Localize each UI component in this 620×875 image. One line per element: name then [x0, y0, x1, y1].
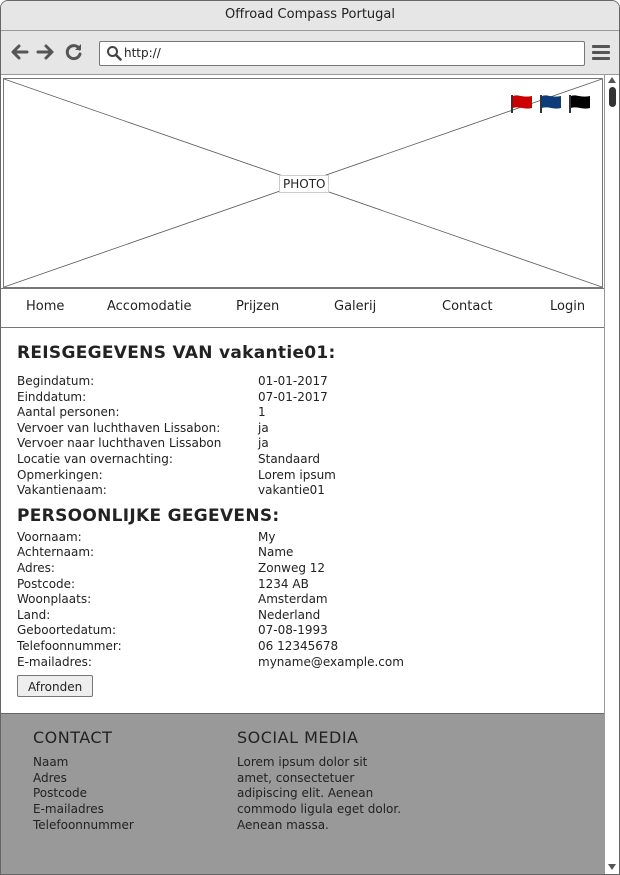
footer-social-line: amet, consectetuer [237, 770, 355, 785]
footer-contact-line: Naam [33, 755, 69, 769]
nav-contact[interactable]: Contact [442, 299, 493, 314]
detail-row [17, 405, 597, 421]
detail-label: Adres: [17, 560, 55, 575]
detail-label: Opmerkingen: [17, 467, 103, 482]
nav-home[interactable]: Home [26, 299, 65, 314]
detail-value: 07-01-2017 [258, 389, 328, 404]
back-arrow-icon[interactable] [10, 42, 30, 62]
detail-label: Einddatum: [17, 389, 87, 404]
detail-value: Standaard [258, 451, 320, 466]
detail-row [17, 623, 597, 639]
detail-row [17, 436, 597, 452]
detail-label: Vakantienaam: [17, 483, 107, 498]
detail-row [17, 452, 597, 468]
url-input[interactable] [124, 44, 574, 61]
detail-row [17, 608, 597, 624]
menu-icon[interactable] [592, 45, 610, 61]
detail-label: Locatie van overnachting: [17, 451, 173, 466]
detail-value: ja [258, 420, 269, 435]
trip-details [17, 374, 597, 499]
detail-row [17, 639, 597, 655]
footer-contact-line: Adres [33, 770, 67, 785]
footer-social-heading: SOCIAL MEDIA [237, 728, 359, 747]
footer-contact [33, 728, 134, 834]
detail-value: 06 12345678 [258, 638, 339, 653]
detail-value: Nederland [258, 607, 321, 622]
detail-label: Telefoonnummer: [17, 638, 122, 653]
detail-label: Geboortedatum: [17, 623, 117, 638]
detail-label: Woonplaats: [17, 592, 92, 607]
personal-heading: PERSOONLIJKE GEGEVENS: [17, 505, 280, 526]
detail-label: Vervoer naar luchthaven Lissabon [17, 436, 222, 451]
footer-social [237, 728, 401, 834]
afronden-button[interactable]: Afronden [17, 675, 93, 697]
photo-label: PHOTO [279, 175, 329, 193]
detail-value: myname@example.com [258, 654, 404, 669]
detail-row [17, 655, 597, 671]
search-icon [106, 45, 122, 61]
detail-row [17, 592, 597, 608]
language-flags [510, 93, 592, 113]
detail-value: 01-01-2017 [258, 374, 328, 388]
address-bar[interactable] [99, 41, 585, 66]
window-title: Offroad Compass Portugal [1, 1, 619, 31]
detail-value: Amsterdam [258, 592, 328, 607]
detail-value: My [258, 529, 276, 544]
nav-accomodatie[interactable]: Accomodatie [107, 299, 192, 314]
nav-login[interactable]: Login [550, 299, 586, 314]
footer-contact-line: Telefoonnummer [33, 817, 134, 832]
detail-value: vakantie01 [258, 483, 325, 498]
detail-row [17, 545, 597, 561]
detail-label: Postcode: [17, 576, 76, 591]
detail-row [17, 374, 597, 390]
detail-row [17, 561, 597, 577]
detail-label: Achternaam: [17, 545, 95, 560]
detail-row [17, 483, 597, 499]
detail-row [17, 530, 597, 546]
forward-arrow-icon[interactable] [35, 42, 55, 62]
footer-social-line: Lorem ipsum dolor sit [237, 755, 368, 769]
detail-row [17, 468, 597, 484]
detail-row [17, 577, 597, 593]
nav-prijzen[interactable]: Prijzen [236, 299, 280, 314]
scroll-down-arrow-icon[interactable] [608, 864, 616, 870]
detail-label: Vervoer van luchthaven Lissabon: [17, 420, 221, 435]
nav-galerij[interactable]: Galerij [334, 299, 377, 314]
detail-value: 1234 AB [258, 576, 309, 591]
page-content [1, 75, 604, 874]
trip-heading: REISGEGEVENS VAN vakantie01: [17, 343, 336, 363]
reload-icon[interactable] [64, 42, 84, 62]
trip-summary [17, 343, 597, 697]
detail-value: Lorem ipsum [258, 467, 336, 482]
detail-value: 07-08-1993 [258, 623, 328, 638]
personal-details [17, 530, 597, 670]
browser-toolbar [1, 31, 619, 75]
footer-contact-line: Postcode [33, 786, 88, 801]
detail-label: Aantal personen: [17, 405, 120, 420]
vertical-scrollbar[interactable] [604, 75, 620, 874]
page-footer [1, 713, 604, 874]
blue-flag-icon[interactable] [539, 93, 563, 113]
detail-label: Land: [17, 607, 51, 622]
footer-contact-line: E-mailadres [33, 802, 104, 817]
detail-value: 1 [258, 405, 266, 420]
detail-row [17, 421, 597, 437]
detail-row [17, 390, 597, 406]
footer-social-line: commodo ligula eget dolor. [237, 802, 402, 817]
scroll-up-arrow-icon[interactable] [608, 77, 616, 83]
detail-label: Voornaam: [17, 529, 82, 544]
detail-value: ja [258, 436, 269, 451]
hero-photo-placeholder [3, 78, 603, 288]
black-flag-icon[interactable] [568, 93, 592, 113]
detail-value: Name [258, 545, 294, 560]
detail-label: E-mailadres: [17, 654, 92, 669]
footer-contact-heading: CONTACT [33, 728, 113, 747]
red-flag-icon[interactable] [510, 93, 534, 113]
footer-social-line: Aenean massa. [237, 817, 329, 832]
scroll-thumb[interactable] [609, 87, 616, 107]
footer-social-line: adipiscing elit. Aenean [237, 786, 374, 801]
detail-label: Begindatum: [17, 374, 95, 388]
detail-value: Zonweg 12 [258, 560, 326, 575]
main-navigation [1, 288, 604, 328]
